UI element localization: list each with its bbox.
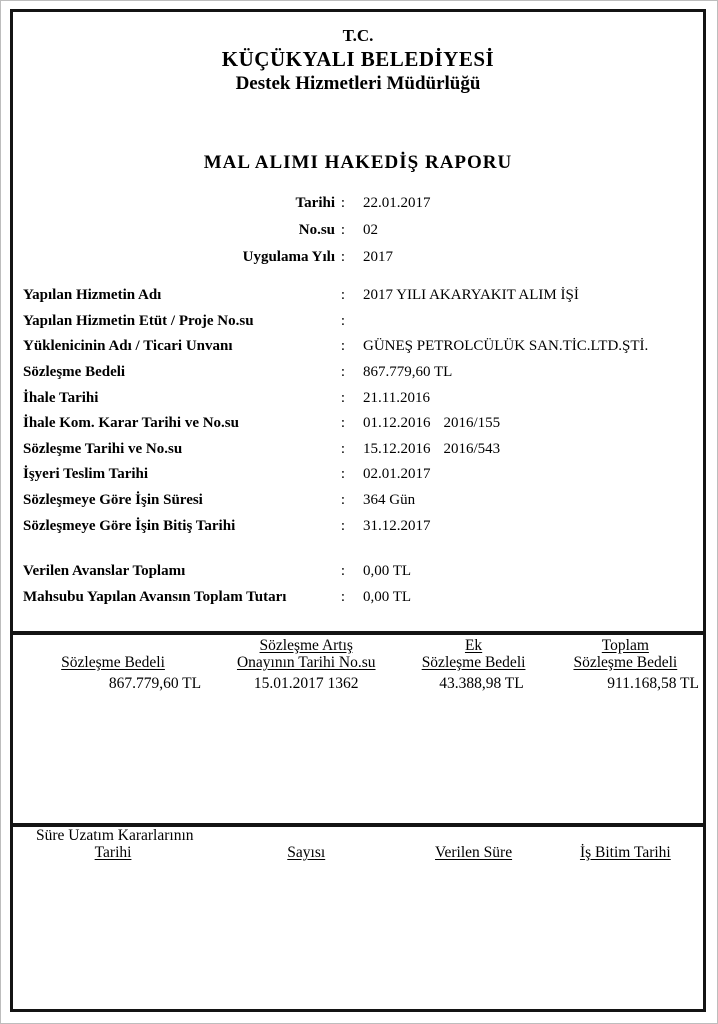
colon-separator [335, 313, 351, 330]
table-cell-ek-sozlesme: 43.388,98 TL [439, 675, 524, 692]
contract-table-header-row [13, 637, 703, 671]
colon-separator [335, 492, 351, 509]
colon-separator [335, 249, 351, 266]
separator-bar-top [13, 631, 703, 635]
field-row-isin-suresi [23, 488, 693, 514]
colon-separator [335, 390, 351, 407]
field-value: 21.11.2016 [363, 389, 430, 406]
field-label: Verilen Avanslar Toplamı [23, 562, 186, 579]
time-extension-table [13, 827, 703, 861]
colon-separator [335, 589, 351, 606]
field-value: 364 Gün [363, 492, 416, 509]
field-row-bitis-tarihi [23, 513, 693, 539]
field-row-hizmet-adi [23, 283, 693, 309]
column-header-tarihi: Tarihi [94, 844, 132, 861]
column-header-artis-onayi: Sözleşme Artış Onayının Tarihi No.su [236, 637, 376, 671]
letterhead-municipality: KÜÇÜKYALI BELEDİYESİ [221, 47, 495, 71]
colon-separator [335, 338, 351, 355]
field-label: Sözleşme Tarihi ve No.su [23, 440, 183, 457]
field-value: 31.12.2017 [363, 517, 431, 534]
field-label: Yapılan Hizmetin Etüt / Proje No.su [23, 312, 254, 329]
contract-amounts-table [13, 637, 703, 694]
meta-fields [23, 190, 693, 271]
column-header-toplam-sozlesme: Toplam Sözleşme Bedeli [573, 637, 678, 671]
report-page [10, 9, 706, 1012]
field-label: Sözleşmeye Göre İşin Süresi [23, 492, 203, 509]
column-header-sayisi: Sayısı [287, 844, 326, 861]
colon-separator [335, 563, 351, 580]
field-value: 22.01.2017 [363, 195, 431, 211]
field-row-tarihi [23, 190, 693, 217]
field-label: No.su [298, 222, 335, 238]
advance-fields [23, 558, 693, 610]
field-value-2: 2016/155 [443, 415, 501, 432]
field-value: 02 [363, 222, 378, 238]
colon-separator [335, 222, 351, 239]
field-row-ihale-kom-karar [23, 411, 693, 437]
colon-separator [335, 441, 351, 458]
extension-table-title: Süre Uzatım Kararlarının [36, 827, 194, 844]
column-header-ek-sozlesme: Ek Sözleşme Bedeli [421, 637, 526, 671]
field-label: İhale Kom. Karar Tarihi ve No.su [23, 415, 239, 432]
table-cell-sozlesme-bedeli: 867.779,60 TL [108, 675, 202, 692]
field-row-isyeri-teslim [23, 462, 693, 488]
field-label: İhale Tarihi [23, 389, 99, 406]
field-value-2: 2016/543 [443, 440, 501, 457]
letterhead [13, 25, 703, 96]
field-value: 15.12.2016 [363, 440, 431, 457]
field-value: 0,00 TL [363, 562, 412, 579]
field-row-nosu [23, 217, 693, 244]
table-cell-artis-onayi: 15.01.2017 1362 [253, 675, 359, 692]
field-label: İşyeri Teslim Tarihi [23, 466, 149, 483]
column-header-is-bitim-tarihi: İş Bitim Tarihi [579, 844, 671, 861]
field-row-etut-proje [23, 309, 693, 335]
field-label: Yapılan Hizmetin Adı [23, 287, 162, 304]
field-value: 867.779,60 TL [363, 364, 453, 381]
letterhead-department: Destek Hizmetleri Müdürlüğü [235, 73, 481, 94]
extension-table-header-row [13, 844, 703, 861]
field-row-uygulama-yili [23, 244, 693, 271]
detail-fields [23, 283, 693, 539]
field-value: GÜNEŞ PETROLCÜLÜK SAN.TİC.LTD.ŞTİ. [363, 338, 649, 355]
field-value: 02.01.2017 [363, 466, 431, 483]
field-value: 0,00 TL [363, 588, 412, 605]
field-value: 2017 YILI AKARYAKIT ALIM İŞİ [363, 287, 579, 304]
letterhead-state: T.C. [342, 26, 374, 45]
field-row-sozlesme-tarihi [23, 437, 693, 463]
field-value: 2017 [363, 249, 393, 265]
field-value: 01.12.2016 [363, 415, 431, 432]
column-header-verilen-sure: Verilen Süre [435, 844, 513, 861]
colon-separator [335, 415, 351, 432]
field-row-yuklenici [23, 334, 693, 360]
field-label: Tarihi [295, 195, 335, 211]
field-row-mahsup-avans [23, 584, 693, 610]
colon-separator [335, 518, 351, 535]
table-cell-toplam-sozlesme: 911.168,58 TL [607, 675, 699, 692]
field-label: Mahsubu Yapılan Avansın Toplam Tutarı [23, 588, 287, 605]
field-label: Sözleşmeye Göre İşin Bitiş Tarihi [23, 517, 236, 534]
field-label: Yüklenicinin Adı / Ticari Unvanı [23, 338, 233, 355]
field-row-verilen-avans [23, 558, 693, 584]
contract-table-value-row [13, 674, 703, 694]
field-row-sozlesme-bedeli [23, 360, 693, 386]
page-title: MAL ALIMI HAKEDİŞ RAPORU [203, 152, 513, 173]
colon-separator [335, 195, 351, 212]
field-label: Sözleşme Bedeli [23, 364, 126, 381]
colon-separator [335, 466, 351, 483]
column-header-sozlesme-bedeli: Sözleşme Bedeli [61, 654, 165, 671]
field-row-ihale-tarihi [23, 385, 693, 411]
colon-separator [335, 287, 351, 304]
colon-separator [335, 364, 351, 381]
field-label: Uygulama Yılı [242, 249, 335, 265]
